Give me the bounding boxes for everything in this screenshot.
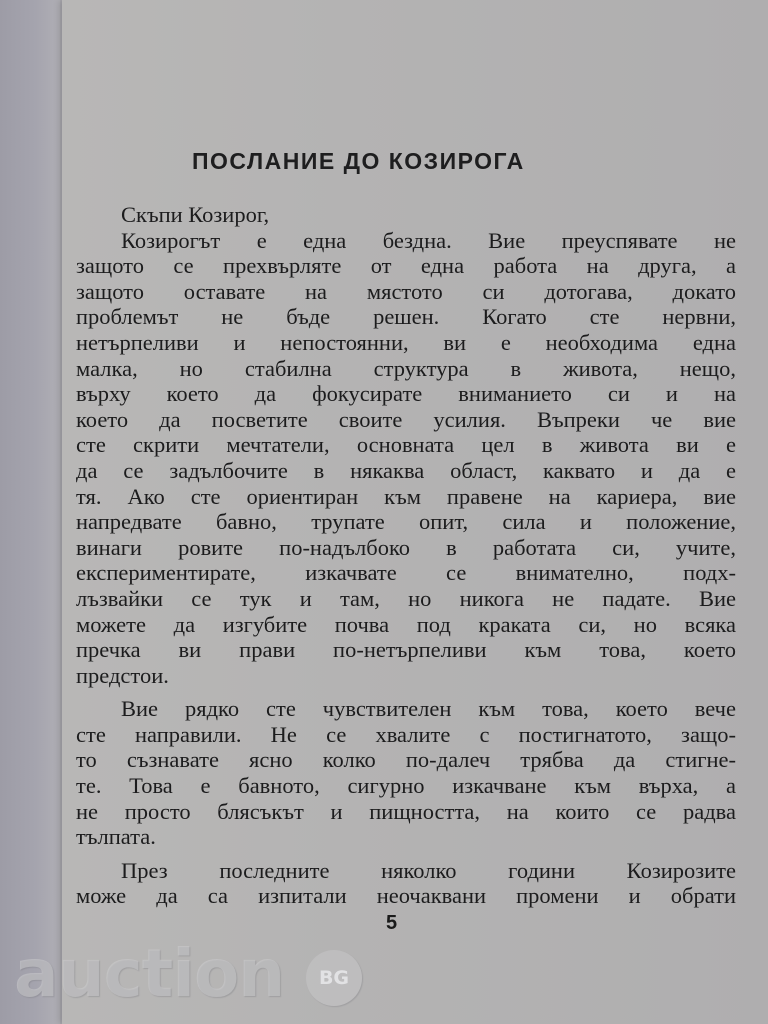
text-line: През последните няколко години Козирозите <box>121 857 736 883</box>
text-line: тя. Ако сте ориентиран към правене на кариера, вие <box>76 483 736 509</box>
text-line: защото се прехвърляте от една работа на друга, а <box>76 253 736 279</box>
text-line: което да посветите своите усилия. Въпреки че вие <box>76 406 736 432</box>
text-line: малка, но стабилна структура в живота, нещо, <box>76 355 736 381</box>
text-line: да се задълбочите в някаква област, каквато и да е <box>76 457 736 483</box>
text-line: предстои. <box>76 662 169 688</box>
text-line: сте скрити мечтатели, основната цел в живота ви е <box>76 432 736 458</box>
text-line: напредвате бавно, трупате опит, сила и положение, <box>76 509 736 535</box>
page-number: 5 <box>386 912 398 934</box>
paragraph-gap <box>76 688 736 696</box>
text-line: нетърпеливи и непостоянни, ви е необходима една <box>76 329 736 355</box>
text-line: пречка ви прави по-нетърпеливи към това, което <box>76 637 736 663</box>
text-line: можете да изгубите почва под краката си, но всяка <box>76 611 736 637</box>
watermark-logo: auction <box>14 935 285 1012</box>
paragraph-gap <box>76 850 736 858</box>
text-line: може да са изпитали неочаквани промени и обрати <box>76 883 736 909</box>
text-line: те. Това е бавното, сигурно изкачване към върха, а <box>76 773 736 799</box>
text-line: върху което да фокусирате вниманието си и на <box>76 381 736 407</box>
text-line: лъзвайки се тук и там, но никога не падате. Вие <box>76 585 736 611</box>
text-line: сте направили. Не се хвалите с постигнатото, защо- <box>76 721 736 747</box>
text-line: проблемът не бъде решен. Когато сте нервни, <box>76 304 736 330</box>
page-title: ПОСЛАНИЕ ДО КОЗИРОГА <box>192 148 525 174</box>
text-line: тълпата. <box>76 824 156 850</box>
watermark-badge-icon: BG <box>306 950 362 1006</box>
text-line: Скъпи Козирог, <box>121 202 270 227</box>
book-page <box>62 0 768 1024</box>
book-spine-edge <box>0 0 60 1024</box>
body-text <box>76 202 736 909</box>
text-line: експериментирате, изкачвате се внимателно, подх- <box>76 560 736 586</box>
text-line: Вие рядко сте чувствителен към това, което вече <box>121 696 736 722</box>
text-line: то съзнавате ясно колко по-далеч трябва да стигне- <box>76 747 736 773</box>
text-line: не просто блясъкът и пищността, на които се радва <box>76 798 736 824</box>
text-line: защото оставате на мястото си дотогава, докато <box>76 278 736 304</box>
text-line: Козирогът е една бездна. Вие преуспявате не <box>121 227 736 253</box>
text-line: винаги ровите по-надълбоко в работата си, учите, <box>76 534 736 560</box>
